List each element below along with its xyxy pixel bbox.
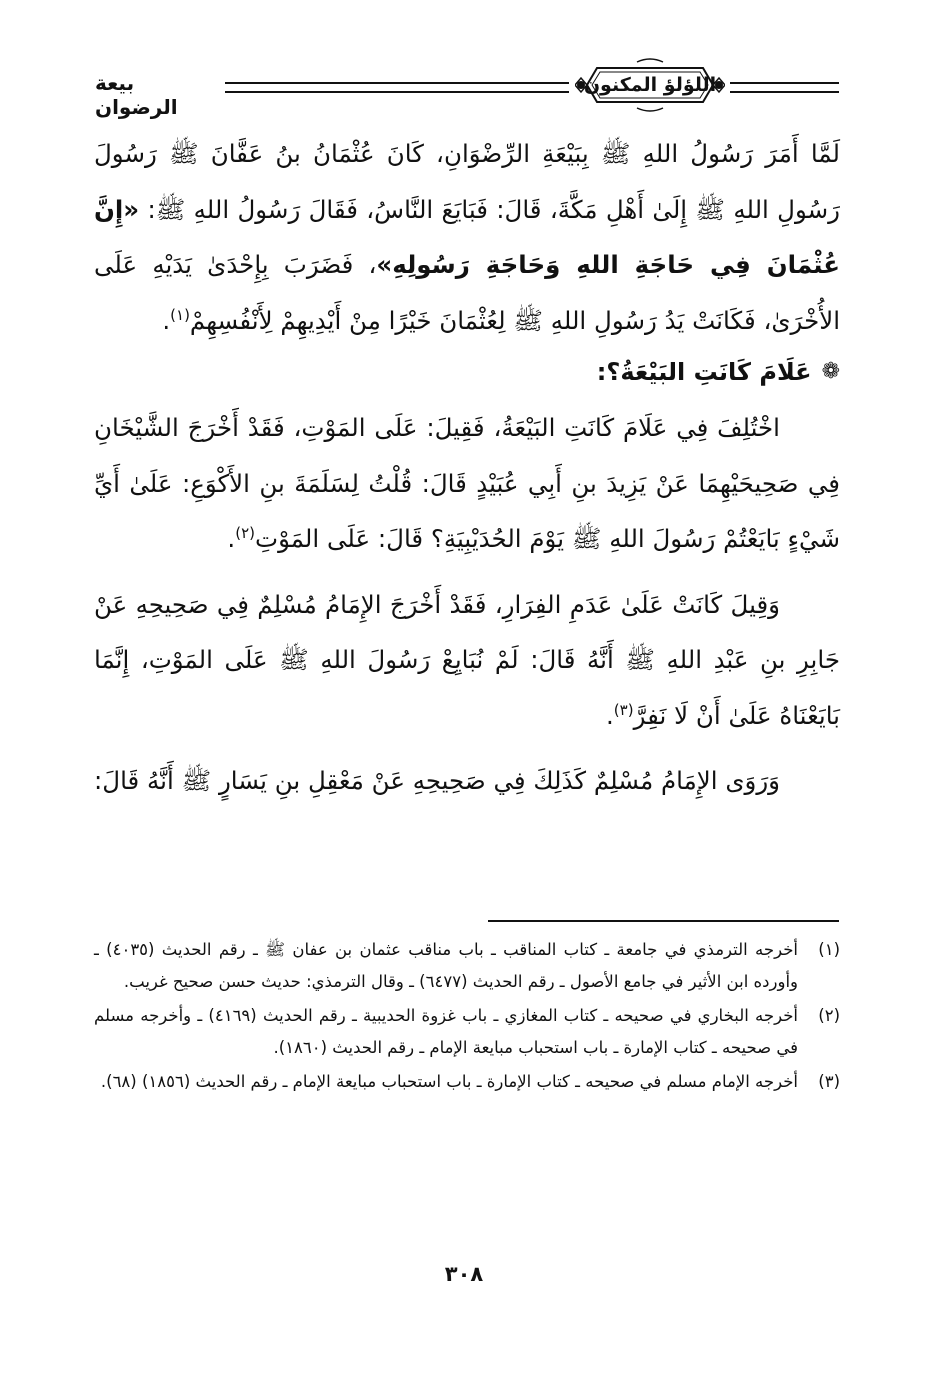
footnote-2 [94,1000,840,1064]
paragraph-1-text: لَمَّا أَمَرَ رَسُولُ اللهِ ﷺ بِبَيْعَةِ الرِّضْوَانِ، كَانَ عُثْمَانُ بنُ عَفَّانَ ﷺ رَسُولَ رَسُولِ اللهِ ﷺ إِلَىٰ أَهْلِ مَكَّةَ، قَالَ: فَبَايَعَ النَّاسُ، فَقَالَ رَسُولُ اللهِ ﷺ: [94,139,840,224]
header-rule-right [730,82,839,93]
running-header [95,52,839,122]
footnote-ref-2[interactable]: (٢) [235,523,255,542]
footnote-text: أخرجه الترمذي في جامعة ـ كتاب المناقب ـ باب مناقب عثمان بن عفان ﷺ ـ رقم الحديث (٤٠٣٥) ـ وأورده ابن الأثير في جامع الأصول ـ رقم الحديث (٦٤٧٧) ـ وقال الترمذي: حديث حسن صحيح غريب. [94,940,798,991]
section-heading-text: عَلَامَ كَانَتِ البَيْعَةُ؟: [596,358,812,386]
header-rule-left [225,82,569,93]
footnote-1 [94,934,840,998]
hadith-quote: «إِنَّ عُثْمَانَ فِي حَاجَةِ اللهِ وَحَاجَةِ رَسُولِهِ» [94,194,840,279]
footnote-number: (٢) [818,1006,840,1025]
footnote-number: (٣) [818,1072,840,1091]
page-number: ٣٠٨ [444,1262,484,1286]
book-title: اللؤلؤ المكنون [583,74,717,96]
section-heading [94,358,840,386]
paragraph-2: اخْتُلِفَ فِي عَلَامَ كَانَتِ البَيْعَةُ، فَقِيلَ: عَلَى المَوْتِ، فَقَدْ أَخْرَجَ الشَّيْخَانِ فِي صَحِيحَيْهِمَا عَنْ يَزِيدَ بنِ أَبِي عُبَيْدٍ قَالَ: قُلْتُ لِسَلَمَةَ بنِ الأَكْوَعِ: عَلَىٰ أَيِّ شَيْءٍ بَايَعْتُمْ رَسُولَ اللهِ ﷺ يَوْمَ الحُدَيْبِيَةِ؟ قَالَ: عَلَى المَوْتِ$^{(٢)}$. [94,413,840,553]
book-title-ornament [575,58,725,112]
paragraph-4-text: وَرَوَى الإِمَامُ مُسْلِمٌ كَذَلِكَ فِي صَحِيحِهِ عَنْ مَعْقِلِ بنِ يَسَارٍ ﷺ أَنَّهُ قَالَ: [94,766,780,795]
footnote-text: أخرجه الإمام مسلم في صحيحه ـ كتاب الإمارة ـ باب استحباب مبايعة الإمام ـ رقم الحديث (١٨٥٦) (٦٨). [100,1072,798,1091]
chapter-title: بيعة الرضوان [95,71,178,119]
paragraph-1: لَمَّا أَمَرَ رَسُولُ اللهِ ﷺ بِبَيْعَةِ الرِّضْوَانِ، كَانَ عُثْمَانُ بنُ عَفَّانَ ﷺ رَسُولَ رَسُولِ اللهِ ﷺ إِلَىٰ أَهْلِ مَكَّةَ، قَالَ: فَبَايَعَ النَّاسُ، فَقَالَ رَسُولُ اللهِ ﷺ: «إِنَّ عُثْمَانَ فِي حَاجَةِ اللهِ وَحَاجَةِ رَسُولِهِ»، فَضَرَبَ بِإِحْدَىٰ يَدَيْهِ عَلَى الأُخْرَىٰ، فَكَانَتْ يَدُ رَسُولِ اللهِ ﷺ لِعُثْمَانَ خَيْرًا مِنْ أَيْدِيهِمْ لِأَنْفُسِهِمْ$^{(١)}$. [94,139,840,335]
paragraph-1-rest: ، فَضَرَبَ بِإِحْدَىٰ يَدَيْهِ عَلَى الأُخْرَىٰ، فَكَانَتْ يَدُ رَسُولِ اللهِ ﷺ لِعُثْمَانَ خَيْرًا مِنْ أَيْدِيهِمْ لِأَنْفُسِهِمْ [94,250,840,335]
footnotes [94,934,840,1100]
footnote-ref-3[interactable]: (٣) [613,700,634,719]
main-text [94,126,840,819]
paragraph-2-text: اخْتُلِفَ فِي عَلَامَ كَانَتِ البَيْعَةُ، فَقِيلَ: عَلَى المَوْتِ، فَقَدْ أَخْرَجَ الشَّيْخَانِ فِي صَحِيحَيْهِمَا عَنْ يَزِيدَ بنِ أَبِي عُبَيْدٍ قَالَ: قُلْتُ لِسَلَمَةَ بنِ الأَكْوَعِ: عَلَىٰ أَيِّ شَيْءٍ بَايَعْتُمْ رَسُولَ اللهِ ﷺ يَوْمَ الحُدَيْبِيَةِ؟ قَالَ: عَلَى المَوْتِ [94,413,840,553]
footnote-separator [488,920,839,922]
paragraph-4 [94,753,840,809]
paragraph-3: وَقِيلَ كَانَتْ عَلَىٰ عَدَمِ الفِرَارِ، فَقَدْ أَخْرَجَ الإِمَامُ مُسْلِمٌ فِي صَحِيحِهِ عَنْ جَابِرِ بنِ عَبْدِ اللهِ ﷺ أَنَّهُ قَالَ: لَمْ نُبَايِعْ رَسُولَ اللهِ ﷺ عَلَى المَوْتِ، إِنَّمَا بَايَعْنَاهُ عَلَىٰ أَنْ لَا نَفِرَّ$^{(٣)}$. [94,589,840,730]
paragraph-3-text: وَقِيلَ كَانَتْ عَلَىٰ عَدَمِ الفِرَارِ، فَقَدْ أَخْرَجَ الإِمَامُ مُسْلِمٌ فِي صَحِيحِهِ عَنْ جَابِرِ بنِ عَبْدِ اللهِ ﷺ أَنَّهُ قَالَ: لَمْ نُبَايِعْ رَسُولَ اللهِ ﷺ عَلَى المَوْتِ، إِنَّمَا بَايَعْنَاهُ عَلَىٰ أَنْ لَا نَفِرَّ [94,589,840,730]
footnote-number: (١) [818,940,840,959]
footnote-ref-1[interactable]: (١) [170,305,190,324]
footnote-text: أخرجه البخاري في صحيحه ـ كتاب المغازي ـ باب غزوة الحديبية ـ رقم الحديث (٤١٦٩) ـ وأخرجه مسلم في صحيحه ـ كتاب الإمارة ـ باب استحباب مبايعة الإمام ـ رقم الحديث (١٨٦٠). [94,1006,798,1057]
flower-ornament-icon: ❁ [821,359,840,384]
footnote-3 [94,1066,840,1098]
